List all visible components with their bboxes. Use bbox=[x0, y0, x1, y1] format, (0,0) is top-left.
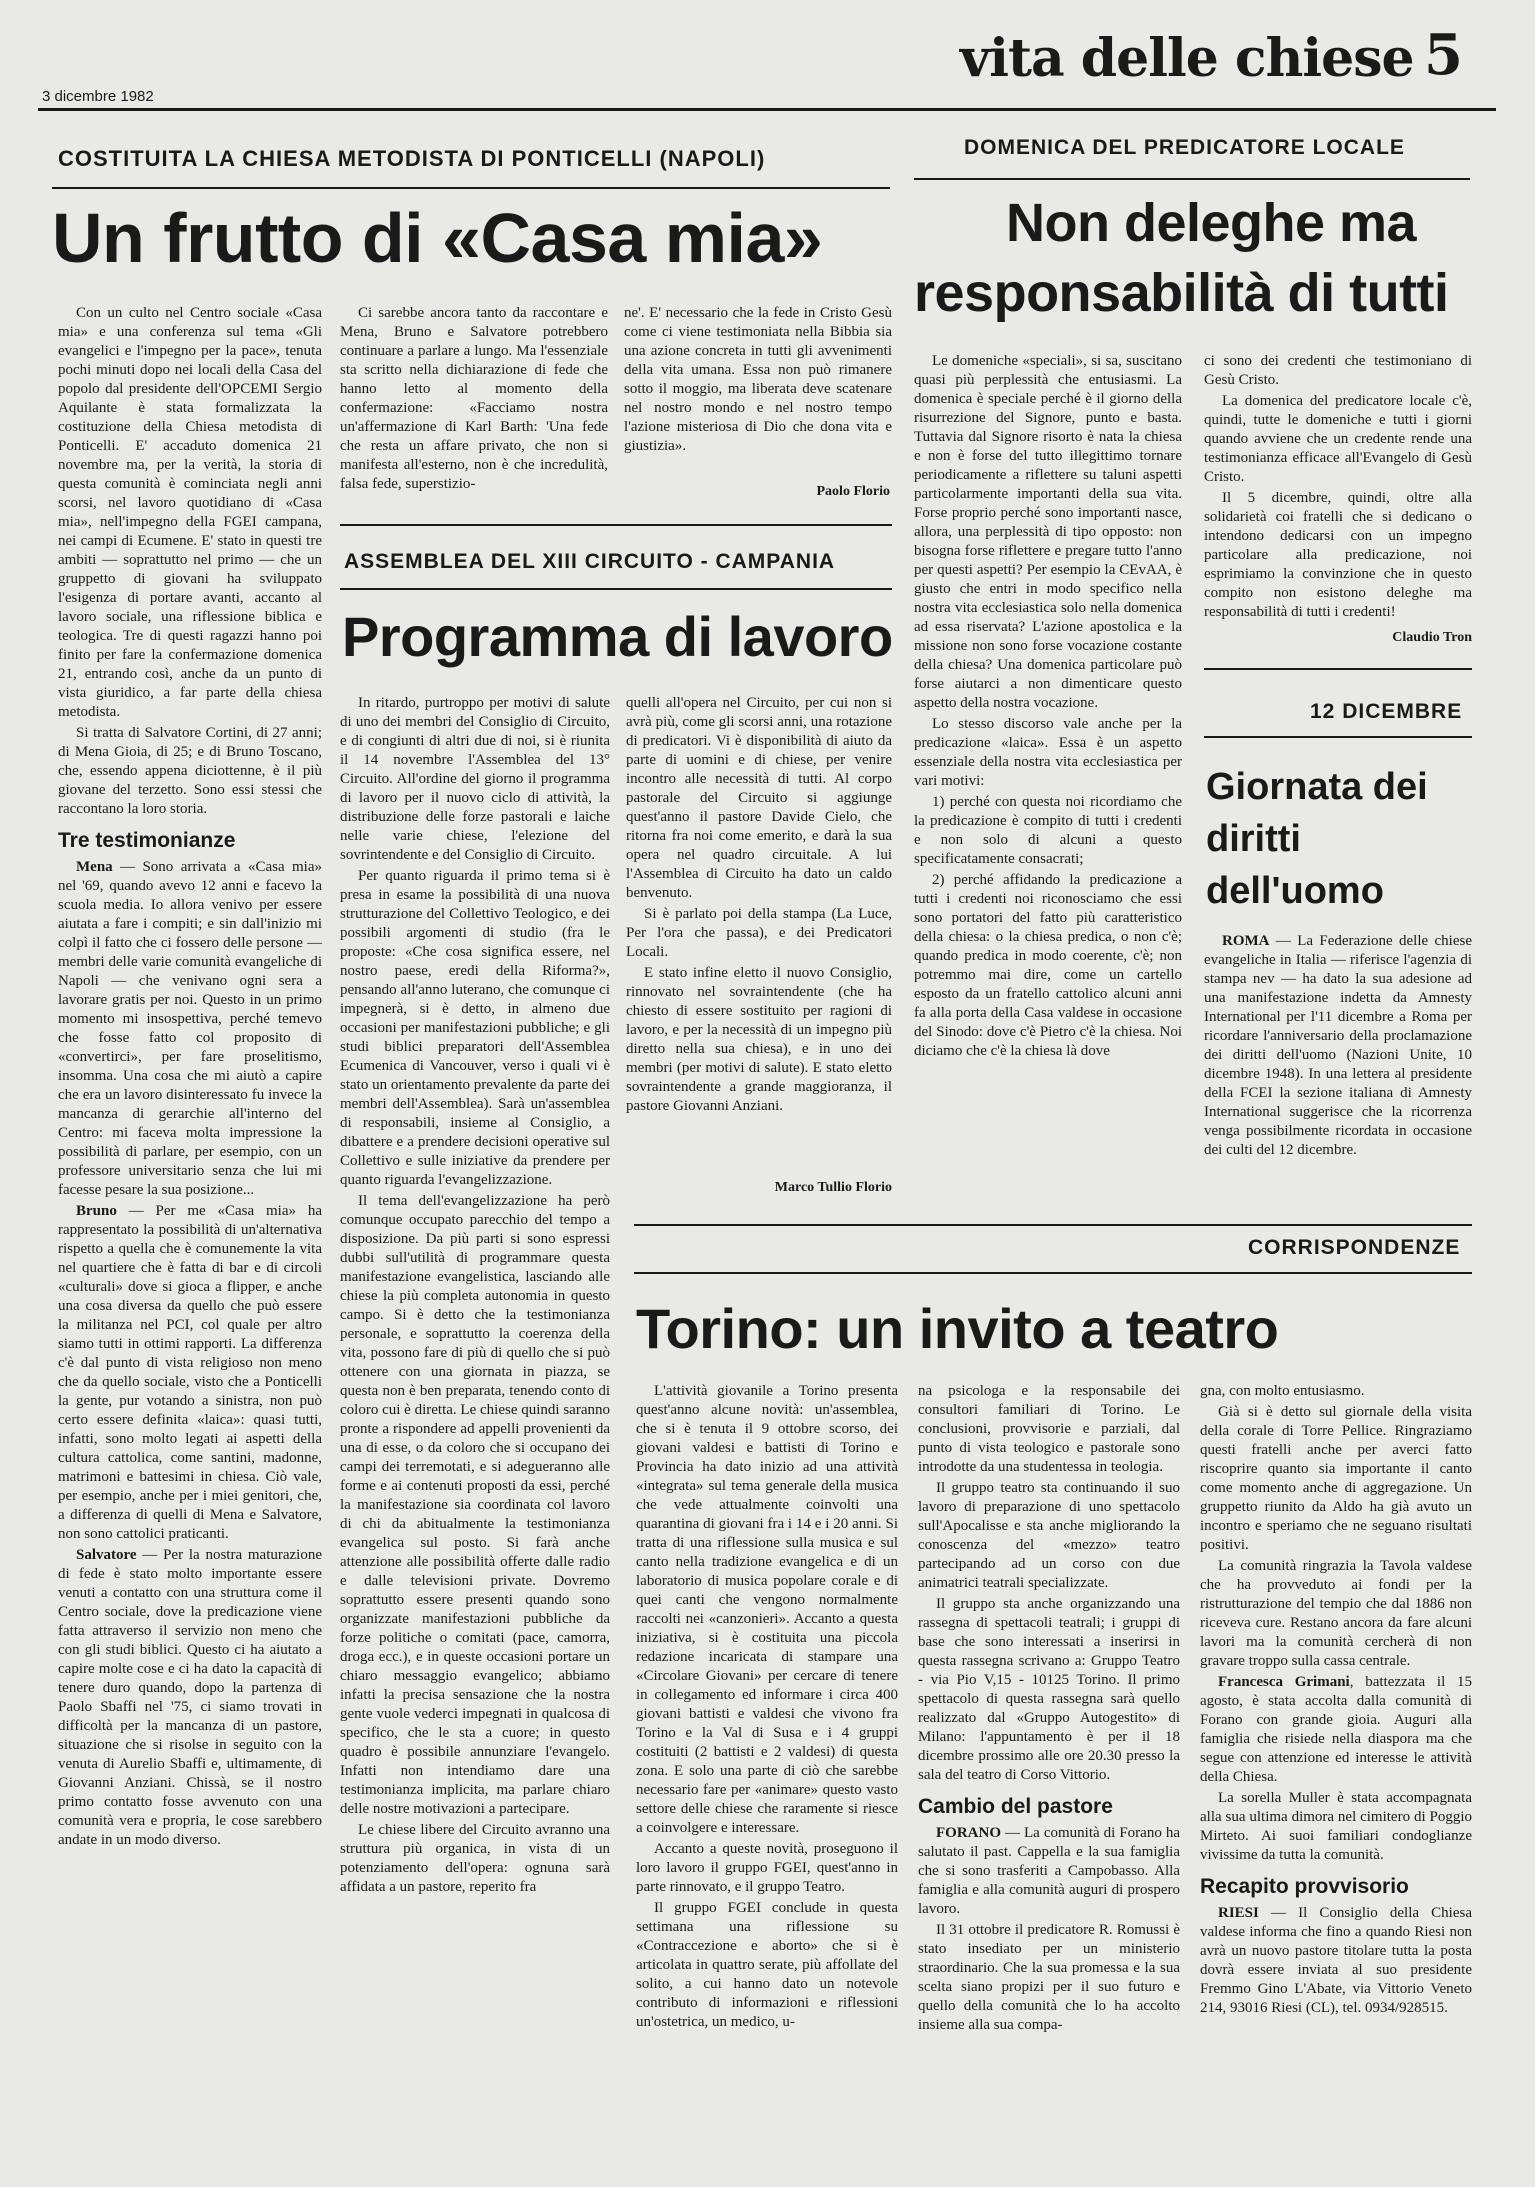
speaker-name: Salvatore bbox=[76, 1547, 137, 1563]
article2-kicker: ASSEMBLEA DEL XIII CIRCUITO - CAMPANIA bbox=[344, 550, 836, 573]
article4-headline-line: diritti bbox=[1206, 818, 1301, 860]
article3-paragraph: 1) perché con questa noi ricordiamo che la predicazione è compito di tutti i credenti e non solo di alcuni a questo specificatamente consacrati; bbox=[914, 794, 1182, 867]
article3-column-2 bbox=[1204, 352, 1472, 622]
article5-paragraph: Accanto a queste novità, proseguono il loro lavoro il gruppo FGEI, quest'anno in parte rinnovato, e il gruppo Teatro. bbox=[636, 1841, 898, 1895]
article5-paragraph: na psicologa e la responsabile dei consultori familiari di Torino. Le conclusioni, provvisorie e parziali, dal punto di vista teologico e pastorale sono introdotte da una studentessa in teologia. bbox=[918, 1383, 1180, 1475]
article5-paragraph: La comunità ringrazia la Tavola valdese che ha provveduto ai fondi per la ristrutturazione del tempio che dal 1886 non riceveva cure. Restano ancora da fare alcuni lavori ma la comunità cercherà di non gravare troppo sulla cassa centrale. bbox=[1200, 1558, 1472, 1669]
article5-paragraph: Il 31 ottobre il predicatore R. Romussi è stato insediato per un ministerio straordinario. Che la sua promessa e la sua scelta siano propizi per il suo futuro e quello della comunità che lo ha accolto insieme alla sua compa- bbox=[918, 1922, 1180, 2033]
article3-paragraph: Il 5 dicembre, quindi, oltre alla solidarietà coi fratelli che si dedicano o intendono dedicarsi con un impegno particolare alla predicazione, noi esprimiamo la convinzione che in questo compito non esistono deleghe ma responsabilità di tutti i credenti! bbox=[1204, 490, 1472, 620]
article5-kicker: CORRISPONDENZE bbox=[1248, 1236, 1461, 1259]
article1-kicker-rule bbox=[52, 187, 890, 189]
article5-top-rule bbox=[634, 1224, 1472, 1226]
article2-paragraph: quelli all'opera nel Circuito, per cui non si avrà più, come gli scorsi anni, una rotazione di predicatori. Vi è disponibilità di aiuto da parte di uomini e di chiese, per venire incontro alle necessità di tutti. Al corpo pastorale del Circuito si aggiunge quest'anno il pastore Davide Cielo, che ritorna fra noi come emerito, e darà la sua opera nel quadro circuitale. A lui l'Assemblea di Circuito ha dato un caldo benvenuto. bbox=[626, 695, 892, 901]
article1-column-1 bbox=[58, 304, 322, 2164]
article4-headline-line: dell'uomo bbox=[1206, 870, 1384, 912]
article2-paragraph: E stato infine eletto il nuovo Consiglio, rinnovato nel sovraintendente (che ha chiesto di essere sostituito per ragioni di lavoro, e per la necessità di un impegno più diretto nella sua chiesa), e in uno dei membri (per motivi di salute). E stato eletto sovraintendente a grande maggioranza, il pastore Giovanni Anziani. bbox=[626, 965, 892, 1114]
article5-paragraph: Il gruppo sta anche organizzando una rassegna di spettacoli teatrali; i gruppi di base che sono interessati a inserirsi in questa rassegna scrivano a: Gruppo Teatro - via Pio V,15 - 10125 Torino. Il primo spettacolo di questa rassegna sarà quello realizzato dal «Gruppo Autogestito» di Milano: l'appuntamento è per il 18 dicembre prossimo alle ore 20.30 presso la sala del teatro di Corso Vittorio. bbox=[918, 1596, 1180, 1783]
article1-kicker: COSTITUITA LA CHIESA METODISTA DI PONTICELLI (NAPOLI) bbox=[58, 146, 766, 171]
speaker-name: Mena bbox=[76, 859, 113, 875]
article3-kicker-rule bbox=[914, 178, 1470, 180]
article5-text: — Il Consiglio della Chiesa valdese informa che fino a quando Riesi non avrà un nuovo pastore titolare tutta la posta dovrà essere inviata al suo presidente Fremmo Gino L'Abate, via Vittorio Veneto 214, 93016 Riesi (CL), tel. 0934/928515. bbox=[1200, 1905, 1472, 2016]
section-title: vita delle chiese bbox=[960, 28, 1414, 89]
article3-paragraph: 2) perché affidando la predicazione a tutti i credenti noi riconosciamo che essi sono portatori del fatto più caratteristico della chiesa: o la chiesa predica, o non c'è; quando predica in modo coerente, c'è; non potremmo mai dire, come un cartello esposto da un fratello cattolico alcuni anni fa alla porta della Casa valdese in occasione del Sinodo: dove c'è Pietro c'è la chiesa. Noi diciamo che c'è la chiesa là dove bbox=[914, 872, 1182, 1059]
article1-paragraph: ne'. E' necessario che la fede in Cristo Gesù come ci viene testimoniata nella Bibbia sia una azione concreta in tutti gli avvenimenti della vita umana. Essa non può rimanere sotto il moggio, ma liberata deve scatenare nel nostro mondo e nel nostro tempo l'azione misteriosa di Dio che dona vita e giustizia». bbox=[624, 305, 892, 454]
article1-paragraph: Ci sarebbe ancora tanto da raccontare e Mena, Bruno e Salvatore potrebbero continuare a parlare a lungo. Ma l'essenziale sta scritto nella dichiarazione di fede che hanno letto al momento della confermazione: «Facciamo nostra un'affermazione di Karl Barth: 'Una fede che resta un affare privato, che non si manifesta all'esterno, non è che incredulità, falsa fede, superstizio- bbox=[340, 305, 608, 492]
article4-top-rule bbox=[1204, 668, 1472, 670]
article3-paragraph: Lo stesso discorso vale anche per la predicazione «laica». Essa è un aspetto essenziale della nostra vita ecclesiastica per vari motivi: bbox=[914, 716, 1182, 789]
article5-paragraph: Già si è detto sul giornale della visita della corale di Torre Pellice. Ringraziamo questi fratelli anche per averci fatto riscoprire quanto sia importante il canto come momento anche di aggregazione. Un gruppetto riunito da Aldo ha già avuto un incontro e speriamo che ne seguano risultati positivi. bbox=[1200, 1404, 1472, 1553]
person-name: Francesca Grimani bbox=[1218, 1674, 1350, 1690]
article2-paragraph: Per quanto riguarda il primo tema si è presa in esame la possibilità di una nuova strutturazione del Collettivo Teologico, e dei possibili argomenti di studio (fra le proposte: «Che cosa significa essere, nel nostro paese, eredi della Riforma?», pensando all'anno luterano, che comunque ci impegnerà, si è detto, in almeno due occasioni per manifestazioni pubbliche; e gli studi biblici preparatori dell'Assemblea Ecumenica di Vancouver, verso i quali vi è stato un orientamento prevalente da parte dei membri dell'Assemblea). Sarà un'assemblea di responsabili, insieme al Consiglio, a dibattere e a prendere decisioni operative sul Collettivo e sulle iniziative da prendere per quanto riguarda l'evangelizzazione. bbox=[340, 868, 610, 1188]
article4-body bbox=[1204, 932, 1472, 1232]
article5-text: — La comunità di Forano ha salutato il past. Cappella e la sua famiglia che si sono trasferiti a Campobasso. Alla famiglia e alla comunità auguri di prospero lavoro. bbox=[918, 1825, 1180, 1917]
testimony-text: — Sono arrivata a «Casa mia» nel '69, quando avevo 12 anni e facevo la scuola media. Io allora venivo per essere aiutata a fare i compiti; e sin dall'inizio mi colpì il fatto che ci fossero delle persone — membri delle varie comunità evangeliche di Napoli — che venivano ogni sera a lavorare gratis per noi. Questo in un primo momento mi insospettiva, perché temevo che fosse fatto col proposito di «convertirci», per fare proselitismo, insomma. Una cosa che mi aiutò a capire che era un lavoro disinteressato fu invece la mancanza di gerarchie all'interno del Centro: mi faceva molta impressione la possibilità di parlare, per esempio, con un professore universitario senza che lui mi facesse pesare la sua posizione... bbox=[58, 859, 322, 1198]
article1-headline: Un frutto di «Casa mia» bbox=[52, 199, 823, 277]
article4-headline-line: Giornata dei bbox=[1206, 766, 1428, 808]
article1-column-3 bbox=[624, 304, 892, 474]
article2-paragraph: Si è parlato poi della stampa (La Luce, Per l'ora che passa), e dei Predicatori Locali. bbox=[626, 906, 892, 960]
article2-paragraph: Il tema dell'evangelizzazione ha però comunque occupato parecchio del tempo a disposizione. Da più parti si sono espressi dubbi sull'utilità di programmare questa manifestazione evangelistica, lasciando alle chiese la più completa autonomia in questo campo. Si è detto che la testimonianza personale, e soprattutto la coerenza della vita, possono fare di più di quello che si può ottenere con una giornata in piazza, se questa non è ben preparata, tenendo conto di coloro cui è diretta. Le chiese quindi saranno pronte a rispondere ad appelli provenienti da una di esse, o da coloro che si occupano dei campi dei terremotati, e si adegueranno alle forme e ai contenuti proposti da essi, perché la manifestazione sia coordinata col lavoro di chi da abitualmente la testimonianza evangelica sul posto. Si farà anche attenzione alle possibilità offerte dalle radio e dalle televisioni private. Dovremo soprattutto essere presenti quando sono organizzate manifestazioni pubbliche da forze politiche o comitati (pace, camorra, droga ecc.), e in queste occasioni portare un chiaro messaggio evangelico; abbiamo infatti la precisa sensazione che la nostra gente vuole vederci impegnati in qualcosa di specifico, che le sta a cuore; in questo quadro è possibile annunziare l'evangelo. Infatti non intendiamo dare una testimonianza implicita, ma parlare chiaro delle nostre motivazioni a partecipare. bbox=[340, 1193, 610, 1817]
article5-paragraph: Il gruppo FGEI conclude in questa settimana una riflessione su «Contraccezione e aborto» che si è articolata in quattro serate, più affollate del solito, a cui hanno dato un notevole contributo di informazioni e riflessioni un'ostetrica, un medico, u- bbox=[636, 1900, 898, 2030]
speaker-name: Bruno bbox=[76, 1203, 117, 1219]
article1-paragraph: Con un culto nel Centro sociale «Casa mia» e una conferenza sul tema «Gli evangelici e l'impegno per la pace», tenuta pochi minuti dopo nei locali della Casa del popolo dal presidente dell'OPCEMI Sergio Aquilante è stata formalizzata la costituzione della Chiesa metodista di Ponticelli. E' accaduto domenica 21 novembre ma, per la verità, la storia di questa comunità è cominciata negli anni scorsi, nel lavoro quotidiano di «Casa mia», nell'impegno della FGEI campana, nei campi di Ecumene. E' stato in questi tre ambiti — soprattutto nel primo — che un gruppetto di giovani ha sviluppato l'esigenza di portare avanti, accanto al lavoro sociale, una riflessione biblica e teologica. Tre di questi ragazzi hanno poi finito per fare la confermazione domenica 21, entrando così, anche da un punto di vista giuridico, a far parte della chiesa metodista. bbox=[58, 305, 322, 720]
article3-paragraph: Le domeniche «speciali», si sa, suscitano quasi più perplessità che entusiasmi. La domenica è speciale perché è il giorno della risurrezione del Signore, punto e basta. Tuttavia dal Signore risorto è nata la chiesa e non è forse del tutto illegittimo tornare periodicamente a riflettere su taluni aspetti particolarmente importanti della sua vita. Forse proprio perché sono importanti nasce, allora, una perplessità di tipo opposto: non bisogna forse riflettere e pregare tutto l'anno per questi aspetti? Per esempio la CEvAA, è giusto che entri in modo specifico nella nostra vita ecclesiastica solo nella domenica ad essa riservata? L'azione apostolica e la missione non sono forse vocazione costante della chiesa? Una domenica particolare può forse aiutarci a non dimenticare questo aspetto della nostra vocazione. bbox=[914, 353, 1182, 711]
article4-kicker-rule bbox=[1204, 736, 1472, 738]
testimony-text: — Per me «Casa mia» ha rappresentato la possibilità di un'alternativa rispetto a quella che è comunemente la vita nel quartiere che è fatta di bar e di circoli «culturali» dove si gioca a flipper, e anche una cosa diversa da quello che può essere la militanza nel PCI, col quale per altro siamo tutti in ottimi rapporti. La differenza c'è dal punto di vista religioso non meno che da quello sociale, visto che a Ponticelli la gente, pur votando a sinistra, non può certo essere definita «laica»: quasi tutti, infatti, sono molto legati ai aspetti della cultura cattolica, come santini, madonne, matrimoni e battesimi in chiesa. Ciò vale, per esempio, anche per i miei genitori, che, a differenza di quelli di Mena e Salvatore, non sono cattolici praticanti. bbox=[58, 1203, 322, 1542]
testimony-text: — Per la nostra maturazione di fede è stato molto importante essere venuti a contatto con una struttura come il Centro sociale, dove la predicazione viene fatta attraverso il servizio non meno che con gli studi biblici. Questo ci ha aiutato a capire molte cose e ci ha dato la capacità di tenere duro quando, dopo la partenza di Paolo Sbaffi nel '75, ci siamo trovati in difficoltà per la mancanza di un pastore, situazione che si risolse in seguito con la venuta di Aurelio Sbaffi e, ultimamente, di Giovanni Anziani. Chissà, se il nostro primo contatto fosse avvenuto con una comunità vera e propria, le cose sarebbero andate in un modo diverso. bbox=[58, 1547, 322, 1848]
article2-column-1 bbox=[340, 694, 610, 2164]
article5-text: , battezzata il 15 agosto, è stata accolta dalla comunità di Forano con grande gioia. Auguri alla famiglia che risiede nella diaspora ma che segue con attenzione ed interesse le attività della Chiesa. bbox=[1200, 1674, 1472, 1785]
article3-paragraph: La domenica del predicatore locale c'è, quindi, tutte le domeniche e tutti i giorni quando avviene che un credente rende una testimonianza efficace all'Evangelo di Gesù Cristo. bbox=[1204, 393, 1472, 485]
article1-paragraph: Si tratta di Salvatore Cortini, di 27 anni; di Mena Gioia, di 25; e di Bruno Toscano, che, essendo appena diciottenne, è il più giovane del terzetto. Sono essi stessi che raccontano la loro storia. bbox=[58, 725, 322, 817]
article2-paragraph: Le chiese libere del Circuito avranno una struttura più organica, in vista di un potenziamento dell'opera: ognuna sarà affidata a un pastore, reperito fra bbox=[340, 1822, 610, 1895]
article5-column-1 bbox=[636, 1382, 898, 2172]
article5-column-3 bbox=[1200, 1382, 1472, 2172]
article5-paragraph: Il gruppo teatro sta continuando il suo lavoro di preparazione di uno spettacolo sull'Apocalisse e sta anche migliorando la conoscenza del «mezzo» teatro partecipando ad un corso con due animatrici teatrali specializzate. bbox=[918, 1480, 1180, 1591]
article2-kicker-rule bbox=[340, 588, 892, 590]
article2-column-2 bbox=[626, 694, 892, 1174]
issue-date: 3 dicembre 1982 bbox=[42, 88, 154, 105]
article3-column-1 bbox=[914, 352, 1182, 1202]
masthead-rule bbox=[38, 108, 1496, 111]
article4-kicker: 12 DICEMBRE bbox=[1310, 700, 1463, 723]
article3-headline-line1: Non deleghe ma bbox=[1006, 193, 1417, 253]
article4-text: — La Federazione delle chiese evangeliche in Italia — riferisce l'agenzia di stampa nev — ha dato la sua adesione ad una manifestazione indetta da Amnesty International per l'11 dicembre a Roma per ricordare l'anniversario della proclamazione dei diritti dell'uomo (Nazioni Unite, 10 dicembre 1948). In una lettera al presidente della FCEI la sezione italiana di Amnesty International suggerisce che la ricorrenza venga possibilmente ricordata in occasione dei culti del 12 dicembre. bbox=[1204, 933, 1472, 1158]
article5-headline: Torino: un invito a teatro bbox=[636, 1297, 1279, 1360]
page-number: 5 bbox=[1424, 22, 1463, 88]
article1-subhead: Tre testimonianze bbox=[58, 829, 236, 852]
article1-signature: Paolo Florio bbox=[816, 484, 890, 499]
article3-paragraph: ci sono dei credenti che testimoniano di Gesù Cristo. bbox=[1204, 353, 1472, 388]
article5-paragraph: La sorella Muller è stata accompagnata alla sua ultima dimora nel cimitero di Poggio Mirteto. Ai suoi familiari condoglianze vivissime da tutta la comunità. bbox=[1200, 1790, 1472, 1863]
article2-paragraph: In ritardo, purtroppo per motivi di salute di uno dei membri del Consiglio di Circuito, e di congiunti di altri due di noi, si è riunita il 14 novembre l'Assemblea del 13° Circuito. All'ordine del giorno il programma di lavoro per il nuovo ciclo di attività, la distribuzione delle forze pastorali e laiche nelle varie chiese, l'elezione del sovrintendente e del Consiglio di Circuito. bbox=[340, 695, 610, 863]
article2-top-rule bbox=[340, 524, 892, 526]
article5-paragraph: gna, con molto entusiasmo. bbox=[1200, 1383, 1365, 1399]
dateline-place: ROMA bbox=[1222, 933, 1270, 949]
article5-subhead-recapito: Recapito provvisorio bbox=[1200, 1875, 1409, 1898]
article3-kicker: DOMENICA DEL PREDICATORE LOCALE bbox=[964, 136, 1405, 159]
article5-kicker-rule bbox=[634, 1272, 1472, 1274]
article2-signature: Marco Tullio Florio bbox=[774, 1180, 892, 1195]
article5-subhead-pastore: Cambio del pastore bbox=[918, 1795, 1113, 1818]
article3-signature: Claudio Tron bbox=[1392, 630, 1472, 645]
article5-column-2 bbox=[918, 1382, 1180, 2172]
article3-headline-line2: responsabilità di tutti bbox=[914, 263, 1449, 323]
dateline-place: FORANO bbox=[936, 1825, 1001, 1841]
article5-paragraph: L'attività giovanile a Torino presenta quest'anno alcune novità: un'assemblea, che si è tenuta il 9 ottobre scorso, dei giovani valdesi e battisti di Torino e Provincia ha dato inizio ad una attività «integrata» sul tema generale della musica che vede attualmente coinvolti una quarantina di giovani fra i 14 e i 20 anni. Si tratta di una riflessione sulla musica e sul canto nella tradizione evangelica e di un laboratorio di musica popolare corale e di quei canti che vengono normalmente raccolti nei «canzonieri». Accanto a questa iniziativa, si è costituita una piccola redazione incaricata di stampare una «Circolare Giovani» per cercare di tenere in collegamento ed informare i circa 400 giovani battisti e valdesi che vivono fra Torino e la Val di Susa e i 4 gruppi costituiti (2 battisti e 2 valdesi) di questa zona. E solo una parte di ciò che sarebbe necessario fare per «animare» questo vasto settore delle chiese che raramente si riesce a coinvolgere e interessare. bbox=[636, 1383, 898, 1836]
article1-column-2 bbox=[340, 304, 608, 504]
dateline-place: RIESI bbox=[1218, 1905, 1259, 1921]
article2-headline: Programma di lavoro bbox=[342, 605, 893, 668]
